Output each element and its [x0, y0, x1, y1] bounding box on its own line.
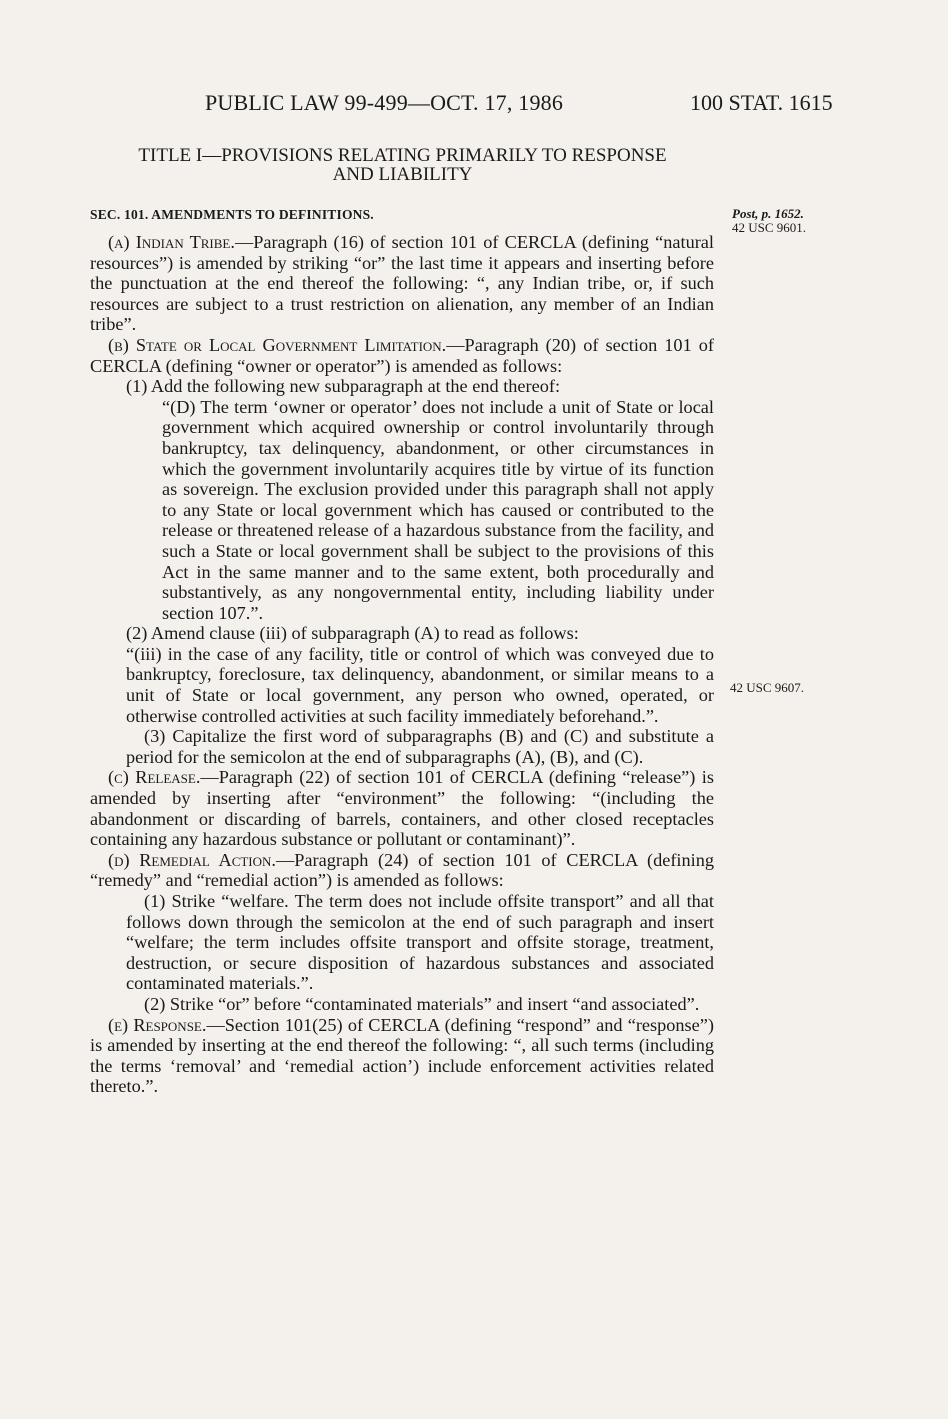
para-a-heading: (a) Indian Tribe.	[108, 232, 235, 252]
para-b-heading: (b) State or Local Government Limitation.	[108, 334, 447, 355]
clause-b1-quote: “(D) The term ‘owner or operator’ does not include a unit of State or local government which acquired ownership or control involuntarily through bankruptcy, tax delinquency, abandonment, or other circumstances in which the government involuntarily acquires title by virtue of its function as sovereign. The exclusion provided under this paragraph shall not apply to any State or local government which has caused or contributed to the release or threatened release of a hazardous substance from the facility, and such a State or local government shall be subject to the provisions of this Act in the same manner and to the same extent, both procedurally and substantively, as any nongovernmental entity, including liability under section 107.”.	[162, 396, 714, 623]
para-e-text: —Section 101(25) of CERCLA (defining “respond” and “response”) is amended by inserting at the end thereof the following: “, all such terms (including the terms ‘removal’ and ‘remedial action’) include enforcement activities related thereto.”.	[90, 1014, 714, 1097]
margin-usc-9601: 42 USC 9601.	[732, 220, 807, 235]
para-c-text: —Paragraph (22) of section 101 of CERCLA (defining “release”) is amended by inserting after “environment” the following: “(including the abandonment or discarding of barrels, containers, and other closed receptacles containing any hazardous substance or pollutant or contaminant)”.	[90, 767, 714, 850]
clause-b3: (3) Capitalize the first word of subparagraphs (B) and (C) and substitute a period for the semicolon at the end of subparagraphs (A), (B), and (C).	[126, 726, 714, 767]
para-b-text: —Paragraph (20) of section 101 of CERCLA (defining “owner or operator”) is amended as follows:	[90, 334, 714, 376]
paragraph-d	[90, 850, 714, 891]
title-line-2: AND LIABILITY	[332, 164, 473, 185]
margin-note-1	[732, 207, 806, 235]
clause-b1: (1) Add the following new subparagraph at the end thereof:	[126, 376, 561, 397]
clause-b2: (2) Amend clause (iii) of subparagraph (A) to read as follows:	[126, 623, 579, 644]
clause-d1: (1) Strike “welfare. The term does not include offsite transport” and all that follows down through the semicolon at the end of such paragraph and insert “welfare; the term includes offsite transport and offsite storage, treatment, destruction, or secure disposition of hazardous substances and associated contaminated materials.”.	[126, 891, 714, 994]
para-d-heading: (d) Remedial Action.	[108, 849, 276, 870]
margin-post-ref: Post, p. 1652.	[732, 206, 804, 221]
para-d-text: —Paragraph (24) of section 101 of CERCLA (defining “remedy” and “remedial action”) is amended as follows:	[90, 849, 714, 891]
document-body	[90, 232, 714, 1097]
law-citation: PUBLIC LAW 99-499—OCT. 17, 1986	[205, 90, 564, 115]
paragraph-a	[90, 232, 714, 335]
margin-usc-9607: 42 USC 9607.	[730, 680, 805, 695]
page-header	[0, 90, 948, 120]
section-heading: SEC. 101. AMENDMENTS TO DEFINITIONS.	[90, 207, 374, 222]
paragraph-e	[90, 1015, 714, 1097]
para-e-heading: (e) Response.	[108, 1014, 207, 1035]
clause-b2-quote: “(iii) in the case of any facility, title or control of which was conveyed due to bankruptcy, foreclosure, tax delinquency, abandonment, or similar means to a unit of State or local government, any person who owned, operated, or otherwise controlled activities at such facility immediately beforehand.”.	[126, 643, 714, 726]
title-line-1: TITLE I—PROVISIONS RELATING PRIMARILY TO RESPONSE	[138, 145, 667, 166]
title-heading	[90, 146, 715, 184]
para-c-heading: (c) Release.	[108, 767, 201, 788]
stat-page-number: 100 STAT. 1615	[690, 90, 833, 115]
paragraph-c	[90, 767, 714, 849]
clause-d2: (2) Strike “or” before “contaminated materials” and insert “and associated”.	[144, 993, 700, 1014]
paragraph-b	[90, 335, 714, 376]
para-a-text: —Paragraph (16) of section 101 of CERCLA (defining “natural resources”) is amended by striking “or” the last time it appears and inserting before the punctuation at the end thereof the following: “, any Indian tribe, or, if such resources are subject to a trust restriction on alienation, any member of an Indian tribe”.	[90, 232, 714, 335]
